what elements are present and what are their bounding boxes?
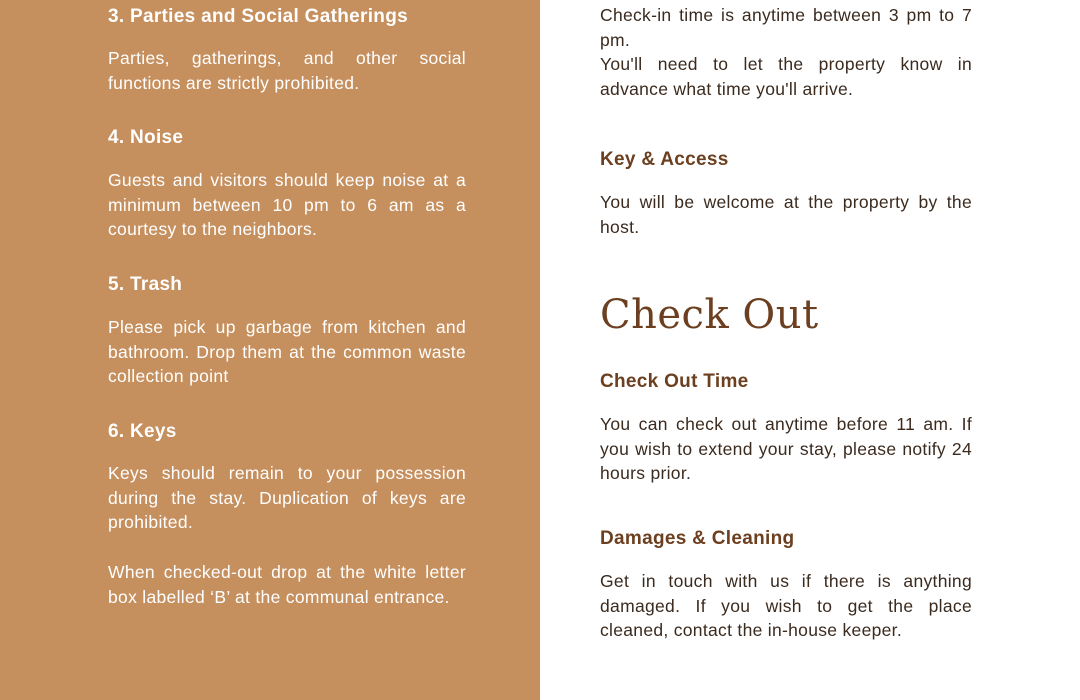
damages-text: Get in touch with us if there is anything damaged. If you wish to get the place cleaned, contact the in-house keeper. <box>600 571 972 640</box>
section-text-trash: Please pick up garbage from kitchen and bathroom. Drop them at the common waste collection point <box>108 317 466 386</box>
check-out-time-text: You can check out anytime before 11 am. If you wish to extend your stay, please notify 24 hours prior. <box>600 414 972 483</box>
damages-heading: Damages & Cleaning <box>600 528 795 549</box>
section-heading-parties: 3. Parties and Social Gatherings <box>108 6 408 27</box>
section-text-noise: Guests and visitors should keep noise at a minimum between 10 pm to 6 am as a courtesy to the neighbors. <box>108 170 466 239</box>
checkin-time-text: Check-in time is anytime between 3 pm to 7 pm. <box>600 5 972 50</box>
key-access-text: You will be welcome at the property by the host. <box>600 192 972 237</box>
section-heading-trash: 5. Trash <box>108 274 183 295</box>
section-heading-noise: 4. Noise <box>108 127 184 148</box>
checkin-arrival-text: You'll need to let the property know in advance what time you'll arrive. <box>600 54 972 99</box>
section-heading-keys: 6. Keys <box>108 421 177 442</box>
section-text-parties: Parties, gatherings, and other social functions are strictly prohibited. <box>108 48 466 93</box>
section-text-keys-checkout: When checked-out drop at the white letter box labelled ‘B’ at the communal entrance. <box>108 562 466 607</box>
check-out-title: Check Out <box>600 292 819 338</box>
section-text-keys: Keys should remain to your possession during the stay. Duplication of keys are prohibited. <box>108 463 466 532</box>
key-access-heading: Key & Access <box>600 149 729 170</box>
check-out-time-heading: Check Out Time <box>600 371 749 392</box>
